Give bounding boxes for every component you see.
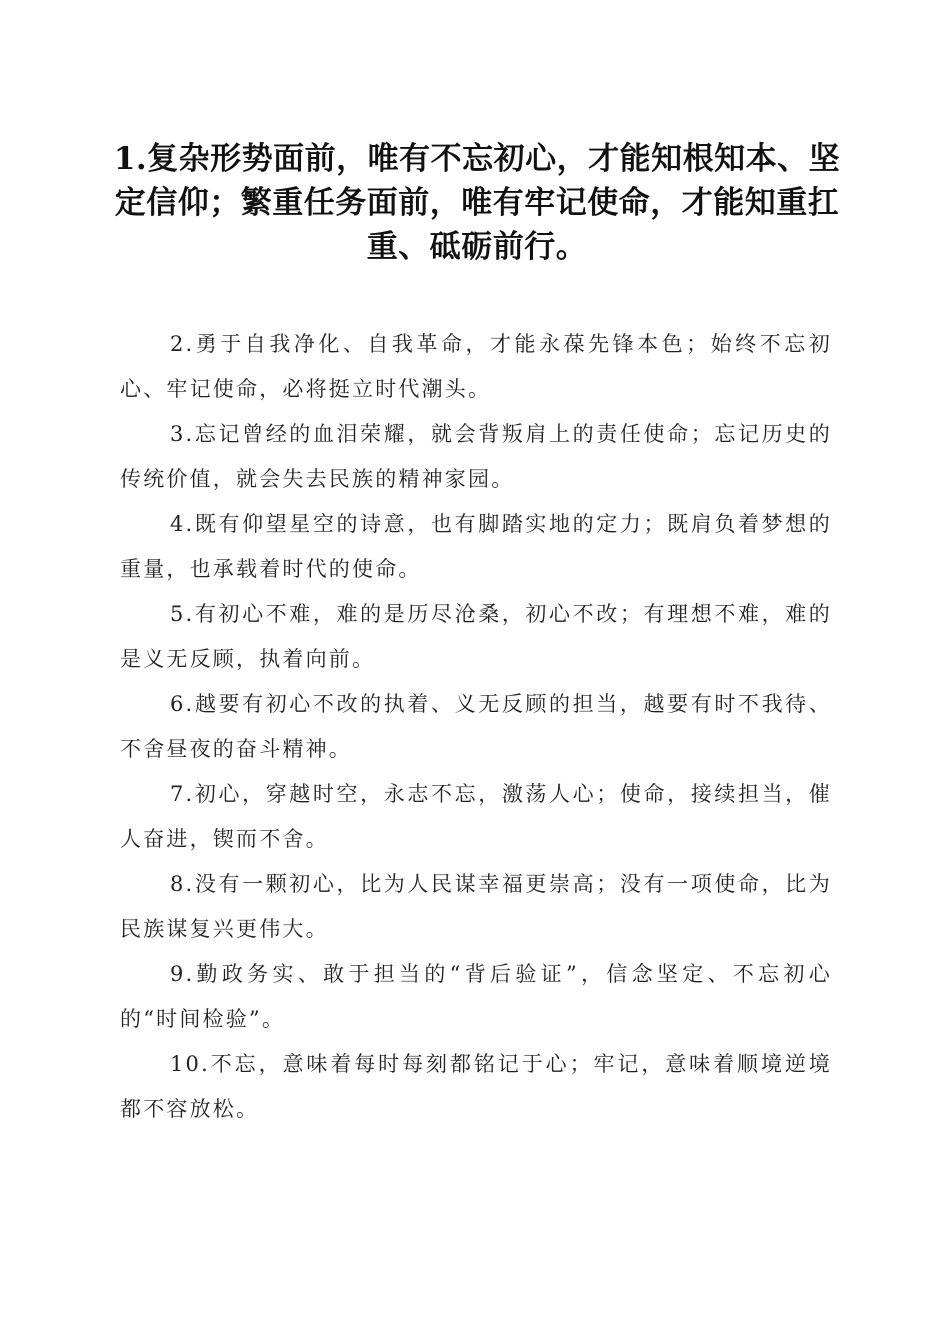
paragraph: 7.初心，穿越时空，永志不忘，激荡人心；使命，接续担当，催人奋进，锲而不舍。: [120, 782, 832, 851]
paragraph: 6.越要有初心不改的执着、义无反顾的担当，越要有时不我待、不舍昼夜的奋斗精神。: [120, 692, 832, 761]
paragraph: 3.忘记曾经的血泪荣耀，就会背叛肩上的责任使命；忘记历史的传统价值，就会失去民族的精神家园。: [120, 422, 832, 491]
paragraph: 8.没有一颗初心，比为人民谋幸福更崇高；没有一项使命，比为民族谋复兴更伟大。: [120, 872, 832, 941]
paragraph: 9.勤政务实、敢于担当的“背后验证”，信念坚定、不忘初心的“时间检验”。: [120, 962, 832, 1031]
paragraph: 10.不忘，意味着每时每刻都铭记于心；牢记，意味着顺境逆境都不容放松。: [120, 1052, 832, 1121]
document-body: [120, 322, 832, 1132]
paragraph: 5.有初心不难，难的是历尽沧桑，初心不改；有理想不难，难的是义无反顾，执着向前。: [120, 602, 832, 671]
document-title: 1.复杂形势面前，唯有不忘初心，才能知根知本、坚定信仰；繁重任务面前，唯有牢记使命，才能知重扛重、砥砺前行。: [113, 141, 841, 265]
paragraph: 2.勇于自我净化、自我革命，才能永葆先锋本色；始终不忘初心、牢记使命，必将挺立时代潮头。: [120, 332, 832, 401]
paragraph: 4.既有仰望星空的诗意，也有脚踏实地的定力；既肩负着梦想的重量，也承载着时代的使命。: [120, 512, 832, 581]
